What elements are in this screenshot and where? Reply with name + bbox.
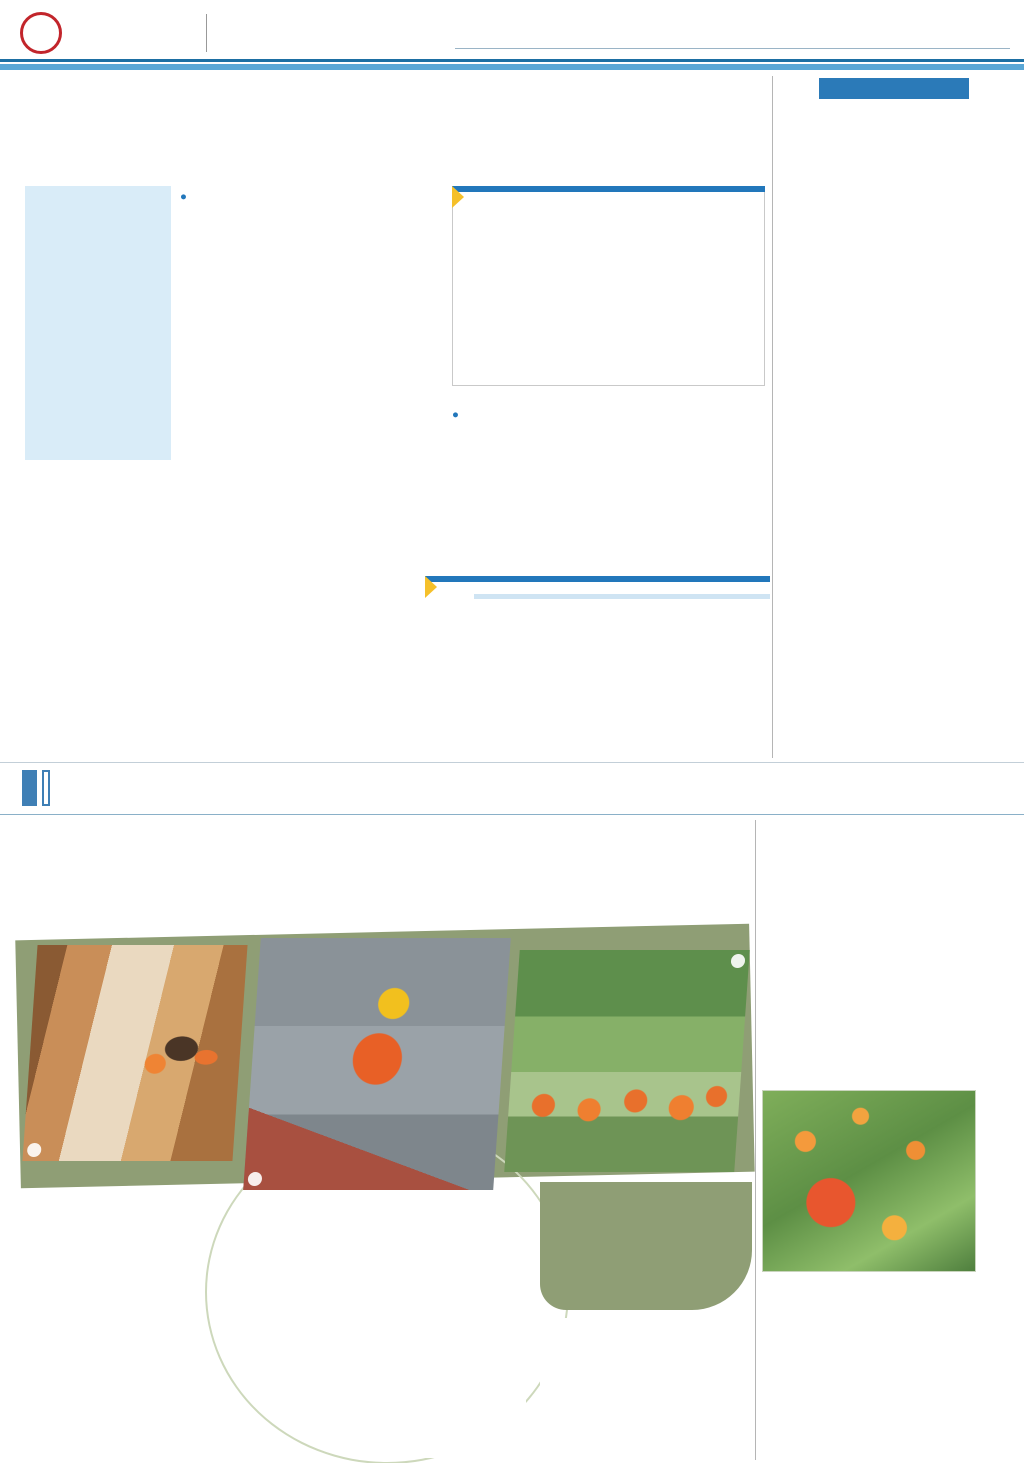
cell-volume-yoy xyxy=(524,594,573,599)
solar-column-2 xyxy=(180,186,306,487)
craftsman-body-flow xyxy=(22,1145,356,1461)
solar-intro-box xyxy=(25,186,171,460)
photo-peach-harvest xyxy=(762,1090,976,1272)
solar-chart xyxy=(452,186,765,386)
solar-chart-plot xyxy=(453,192,764,380)
gd-bar-square-solid xyxy=(22,770,37,806)
cell-revenue xyxy=(671,594,720,599)
tree-column-1 xyxy=(762,1338,878,1460)
pig-column-1 xyxy=(25,576,146,758)
header-rule-dark xyxy=(0,59,1024,62)
arrow-icon xyxy=(425,576,437,598)
tree-column-2 xyxy=(888,1338,1004,1460)
pig-table-body xyxy=(425,594,770,599)
bond-column-1 xyxy=(782,156,889,420)
pig-column-3 xyxy=(285,576,410,758)
gd-bar-square-outline xyxy=(42,770,50,806)
finance-news-badge xyxy=(819,78,969,99)
photo-captions-panel xyxy=(540,1182,752,1310)
sidebar-divider xyxy=(772,76,773,758)
gd-top-rule xyxy=(0,762,1024,763)
pig-below-right xyxy=(600,714,770,760)
cell-revenue-yoy xyxy=(721,594,770,599)
photo-workshop-interior xyxy=(22,945,247,1161)
gd-sidebar-divider xyxy=(755,820,756,1460)
solar-chart-plot-frame xyxy=(452,192,765,386)
peach-column-1 xyxy=(762,890,878,1084)
craftsman-column-3 xyxy=(364,1200,526,1458)
pig-column-2 xyxy=(155,576,276,758)
solar-column-3 xyxy=(316,186,442,487)
pig-sales-table xyxy=(425,576,770,602)
peach-column-2 xyxy=(888,890,1004,1084)
photo-workers-touring xyxy=(504,950,750,1172)
header-divider xyxy=(206,14,207,52)
masthead-emblem-icon xyxy=(20,12,62,54)
huawei-column-2 xyxy=(899,504,1006,754)
header-rule-light xyxy=(0,64,1024,70)
arrow-icon xyxy=(452,186,464,208)
solar-subhead-2 xyxy=(452,408,602,422)
table-row xyxy=(425,594,770,599)
photo-number-badge xyxy=(731,954,746,968)
craftsman-column-4 xyxy=(540,1318,752,1460)
huawei-column-1 xyxy=(782,504,889,754)
cell-price xyxy=(573,594,622,599)
pig-below-left xyxy=(425,714,590,760)
bond-column-2 xyxy=(899,156,1006,420)
solar-column-4-left xyxy=(452,404,602,488)
pig-table-header-row xyxy=(425,587,770,591)
solar-chart-title-bar xyxy=(452,186,765,192)
pig-table-title-bar xyxy=(425,576,770,582)
gd-bottom-rule xyxy=(0,814,1024,815)
masthead-line xyxy=(455,48,1010,49)
cell-price-yoy xyxy=(622,594,671,599)
solar-subhead-1 xyxy=(180,190,306,204)
solar-column-4-right xyxy=(614,404,765,488)
cell-volume xyxy=(474,594,523,599)
